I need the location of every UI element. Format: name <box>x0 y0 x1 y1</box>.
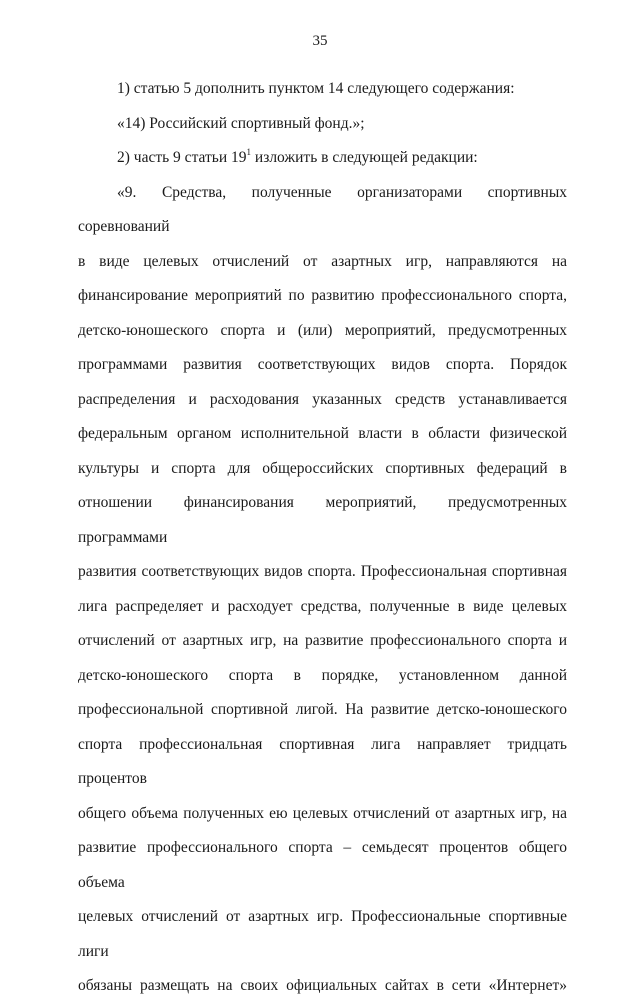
quote-line: финансирование мероприятий по развитию профессионального спорта, <box>78 287 567 304</box>
quote-line: развития соответствующих видов спорта. Профессиональная спортивная <box>78 563 567 580</box>
quote-line: развитие профессионального спорта – семьдесят процентов общего объема <box>78 839 567 891</box>
page-number: 35 <box>312 33 328 49</box>
quote-line: детско-юношеского спорта и (или) мероприятий, предусмотренных <box>78 321 567 339</box>
quote-line: детско-юношеского спорта в порядке, установленном данной <box>78 666 567 684</box>
quote-line: профессиональной спортивной лигой. На развитие детско-юношеского <box>78 701 567 718</box>
quote-line: отчислений от азартных игр, на развитие профессионального спорта и <box>78 632 567 649</box>
item-2 <box>78 141 567 176</box>
quote-line: лига распределяет и расходует средства, полученные в виде целевых <box>78 597 567 615</box>
item-1: 1) статью 5 дополнить пунктом 14 следующего содержания: <box>117 80 515 97</box>
item-2-suffix: изложить в следующей редакции: <box>251 149 478 166</box>
quoted-paragraph <box>78 176 567 1004</box>
quote-line: спорта профессиональная спортивная лига направляет тридцать процентов <box>78 735 567 787</box>
quote-line: культуры и спорта для общероссийских спортивных федераций в <box>78 459 567 477</box>
quote-line: федеральным органом исполнительной власти в области физической <box>78 425 567 442</box>
item-14-text: «14) Российский спортивный фонд.»; <box>117 114 365 132</box>
quote-line: целевых отчислений от азартных игр. Профессиональные спортивные лиги <box>78 908 567 960</box>
document-body <box>78 72 567 1004</box>
quote-line: отношении финансирования мероприятий, предусмотренных программами <box>78 494 567 546</box>
quote-line: обязаны размещать на своих официальных сайтах в сети «Интернет» <box>78 977 567 994</box>
item-2-prefix: 2) часть 9 статьи 19 <box>117 149 247 166</box>
quote-line: в виде целевых отчислений от азартных игр, направляются на <box>78 252 567 270</box>
quote-line: программами развития соответствующих видов спорта. Порядок <box>78 356 567 373</box>
quote-line: «9. Средства, полученные организаторами спортивных соревнований <box>78 183 567 235</box>
item-2-superscript: 1 <box>246 147 252 157</box>
quote-line: общего объема полученных ею целевых отчислений от азартных игр, на <box>78 804 567 822</box>
quote-line: распределения и расходования указанных средств устанавливается <box>78 390 567 408</box>
